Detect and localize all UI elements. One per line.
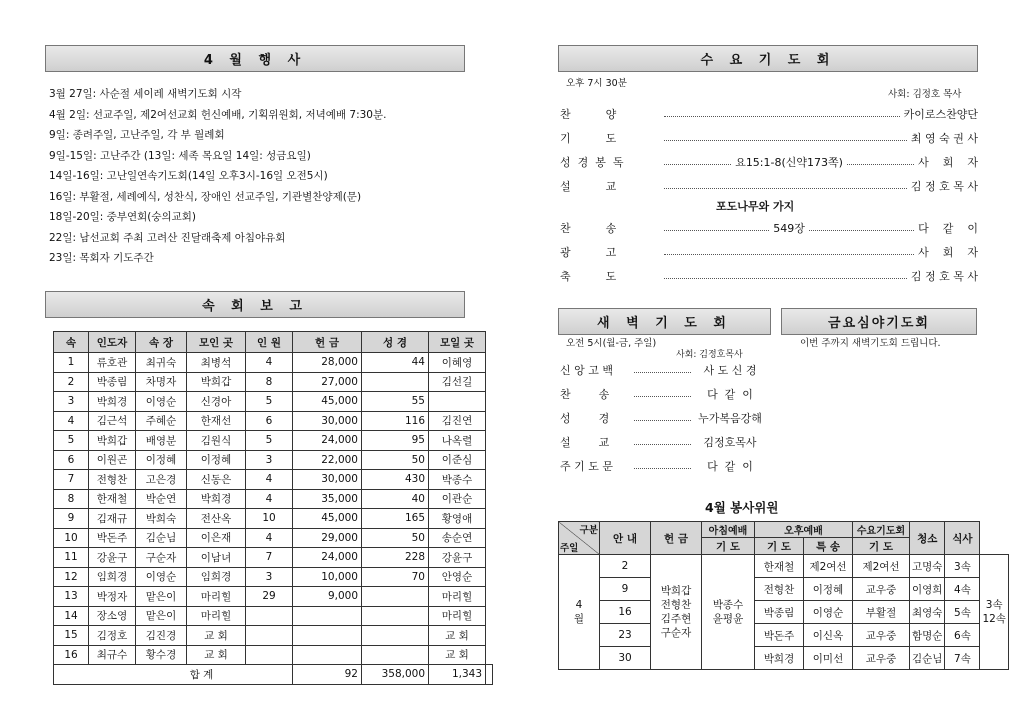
report-cell [362,587,429,607]
report-cell: 박종수 [429,470,486,490]
table-row [54,509,493,529]
report-cell: 김근석 [89,411,136,431]
order-label: 기 도 [560,132,617,145]
table-row [54,431,493,451]
th-guide: 안 내 [600,522,651,555]
report-cell: 44 [362,353,429,373]
report-cell: 맡은이 [136,606,187,626]
table-row [54,489,493,509]
report-cell: 10 [246,509,293,529]
cell-report-table [53,331,493,685]
table-row [54,587,493,607]
service-table [558,521,1009,670]
pm-prayer-cell: 이영순 [804,601,853,624]
report-cell: 마리힐 [187,587,246,607]
th-wednesday: 수요기도회 [853,522,910,538]
report-cell: 이은재 [187,528,246,548]
total-people: 92 [293,665,362,685]
report-cell: 박종림 [89,372,136,392]
report-cell: 13 [54,587,89,607]
total-offering: 358,000 [362,665,429,685]
report-cell: 차명자 [136,372,187,392]
report-cell: 55 [362,392,429,412]
report-cell: 4 [246,470,293,490]
table-row [559,647,1009,670]
pm-prayer-cell: 이미선 [804,647,853,670]
report-cell [362,372,429,392]
morning-prayer-cell: 박희경 [755,647,804,670]
report-cell: 30,000 [293,411,362,431]
pm-prayer-cell: 이신옥 [804,624,853,647]
pm-song-cell: 부활절 [853,601,910,624]
dawn-row [560,359,765,381]
table-row [559,601,1009,624]
dawn-row [560,431,765,453]
order-row [560,103,978,125]
day-cell: 9 [600,578,651,601]
wed-sermon-title: 포도나무와 가지 [716,200,795,213]
day-cell: 23 [600,624,651,647]
event-item: 9일: 종려주일, 고난주일, 각 부 월례회 [49,129,225,141]
wed-prayer-cell: 함명순 [910,624,945,647]
meal-cell: 3속 12속 [980,555,1009,670]
report-cell: 35,000 [293,489,362,509]
table-row [54,470,493,490]
report-cell: 10,000 [293,567,362,587]
report-header: 속 회 보 고 [45,291,465,318]
report-cell: 송순연 [429,528,486,548]
total-label: 합 계 [54,665,293,685]
clean-cell: 3속 [945,555,980,578]
th-morning: 아침예배 [702,522,755,538]
report-col-header: 속 장 [136,332,187,353]
th-pm-song: 특 송 [804,538,853,555]
wed-header: 수 요 기 도 회 [558,45,978,72]
friday-note: 이번 주까지 새벽기도회 드립니다. [800,338,941,349]
morning-prayer-cell: 전형찬 [755,578,804,601]
order-label: 축 도 [560,270,617,283]
report-cell: 4 [54,411,89,431]
report-cell: 이정혜 [136,450,187,470]
order-label: 성 경 봉 독 [560,156,624,169]
order-label: 광 고 [560,246,617,259]
report-cell: 배영분 [136,431,187,451]
report-cell: 박정자 [89,587,136,607]
events-list [49,84,469,269]
report-cell: 박희갑 [89,431,136,451]
pm-prayer-cell: 제2여선 [804,555,853,578]
report-cell: 전형찬 [89,470,136,490]
report-cell: 5 [246,392,293,412]
report-cell: 이원곤 [89,450,136,470]
dawn-row [560,455,765,477]
total-bible: 1,343 [429,665,486,685]
report-cell: 40 [362,489,429,509]
guide-cell: 박희갑 전형찬 김주현 구순자 [651,555,702,670]
table-row [54,411,493,431]
report-cell: 교 회 [187,645,246,665]
report-cell: 박희숙 [136,509,187,529]
event-item: 9일-15일: 고난주간 (13일: 세족 목요일 14일: 성금요일) [49,149,311,162]
report-cell: 강윤구 [429,548,486,568]
report-cell [246,606,293,626]
table-row [54,606,493,626]
dawn-label: 성 경 [560,412,610,425]
report-cell: 1 [54,353,89,373]
report-cell [293,626,362,646]
day-cell: 30 [600,647,651,670]
wed-host: 사회: 김정호 목사 [888,89,962,100]
report-cell: 24,000 [293,548,362,568]
order-row [560,151,978,173]
th-offering: 헌 금 [651,522,702,555]
order-value: 카이로스찬양단 [903,108,978,121]
event-item: 23일: 목회자 기도주간 [49,252,154,264]
report-cell: 116 [362,411,429,431]
event-item: 18일-20일: 중부연회(숭의교회) [49,211,197,223]
report-cell: 4 [246,528,293,548]
morning-prayer-cell: 박돈주 [755,624,804,647]
report-cell [293,606,362,626]
offering-cell: 박종수 윤평윤 [702,555,755,670]
clean-cell: 4속 [945,578,980,601]
event-item: 22일: 남선교회 주최 고려산 진달래축제 아침야유회 [49,231,286,244]
table-row [559,555,1009,578]
events-header: 4 월 행 사 [45,45,465,72]
report-cell: 5 [54,431,89,451]
th-morning-prayer: 기 도 [702,538,755,555]
report-col-header: 모인 곳 [187,332,246,353]
morning-prayer-cell: 한재철 [755,555,804,578]
report-cell [362,606,429,626]
report-cell: 9 [54,509,89,529]
report-cell [362,645,429,665]
report-cell: 최귀숙 [136,353,187,373]
report-cell: 22,000 [293,450,362,470]
service-title: 4월 봉사위원 [705,500,779,515]
table-row [54,645,493,665]
order-row [560,241,978,263]
report-cell: 이관순 [429,489,486,509]
report-cell [429,392,486,412]
report-cell: 전산옥 [187,509,246,529]
event-item: 14일-16일: 고난일연속기도회(14일 오후3시-16일 오전5시) [49,170,328,182]
report-cell: 2 [54,372,89,392]
order-detail: 549장 [773,222,805,235]
report-cell [246,645,293,665]
report-cell: 교 회 [429,626,486,646]
table-row [54,548,493,568]
table-row [54,567,493,587]
pm-song-cell: 제2여선 [853,555,910,578]
report-col-header: 성 경 [362,332,429,353]
order-label: 찬 송 [560,222,617,235]
order-value: 사 회 자 [918,246,978,259]
report-cell: 15 [54,626,89,646]
report-cell: 8 [54,489,89,509]
report-cell: 한재철 [89,489,136,509]
report-cell: 12 [54,567,89,587]
report-cell: 29,000 [293,528,362,548]
report-cell: 박희갑 [187,372,246,392]
report-cell: 7 [54,470,89,490]
day-cell: 2 [600,555,651,578]
dawn-value: 사 도 신 경 [703,364,757,377]
wed-prayer-cell: 김순님 [910,647,945,670]
th-afternoon: 오후예배 [755,522,853,538]
day-cell: 16 [600,601,651,624]
report-cell: 신동은 [187,470,246,490]
wed-prayer-cell: 이영희 [910,578,945,601]
report-cell: 류호관 [89,353,136,373]
table-row [54,353,493,373]
report-cell: 마리힐 [429,587,486,607]
report-cell: 김원식 [187,431,246,451]
report-cell: 3 [54,392,89,412]
clean-cell: 6속 [945,624,980,647]
th-wed-prayer: 기 도 [853,538,910,555]
report-cell: 박희경 [187,489,246,509]
report-cell: 구순자 [136,548,187,568]
dawn-label: 찬 송 [560,388,610,401]
report-cell: 3 [246,450,293,470]
report-cell: 박희경 [89,392,136,412]
report-cell: 14 [54,606,89,626]
dawn-value: 다 같 이 [707,388,753,401]
corner-bottom: 주일 [560,543,579,554]
report-cell: 165 [362,509,429,529]
friday-header: 금요심야기도회 [781,308,977,335]
report-col-header: 인도자 [89,332,136,353]
dawn-value: 누가복음강해 [698,412,762,425]
table-row [54,392,493,412]
report-cell: 최병석 [187,353,246,373]
wed-prayer-cell: 고명숙 [910,555,945,578]
report-cell: 김재규 [89,509,136,529]
report-cell: 27,000 [293,372,362,392]
report-cell: 교 회 [187,626,246,646]
event-item: 3월 27일: 사순절 세이레 새벽기도회 시작 [49,88,242,100]
th-clean: 청소 [910,522,945,555]
report-cell: 마리힐 [187,606,246,626]
pm-prayer-cell: 이정혜 [804,578,853,601]
report-cell: 5 [246,431,293,451]
table-row [54,372,493,392]
dawn-value: 다 같 이 [707,460,753,473]
report-cell: 228 [362,548,429,568]
month-cell: 4 월 [559,555,600,670]
order-row [560,127,978,149]
report-cell: 박돈주 [89,528,136,548]
report-cell: 박순연 [136,489,187,509]
order-value: 다 같 이 [918,222,979,235]
report-cell: 6 [246,411,293,431]
clean-cell: 7속 [945,647,980,670]
report-col-header: 헌 금 [293,332,362,353]
report-cell: 주혜순 [136,411,187,431]
report-cell: 이영순 [136,567,187,587]
order-value: 최 영 숙 권 사 [910,132,978,145]
report-cell: 45,000 [293,392,362,412]
report-cell [246,626,293,646]
order-label: 찬 양 [560,108,617,121]
event-item: 4월 2일: 선교주일, 제2여선교회 헌신예배, 기획위원회, 저녁예배 7:30분. [49,108,387,121]
table-row [559,624,1009,647]
report-cell [362,626,429,646]
report-cell: 이혜영 [429,353,486,373]
report-cell: 맡은이 [136,587,187,607]
report-cell: 70 [362,567,429,587]
dawn-host: 사회: 김정호목사 [676,350,743,360]
report-cell: 16 [54,645,89,665]
report-cell: 이영순 [136,392,187,412]
report-cell: 9,000 [293,587,362,607]
order-value: 김 정 호 목 사 [910,270,978,283]
report-cell: 고은경 [136,470,187,490]
report-cell: 김선길 [429,372,486,392]
table-row [54,528,493,548]
report-cell: 이준심 [429,450,486,470]
report-cell: 김진경 [136,626,187,646]
report-cell: 임희경 [89,567,136,587]
report-cell: 황수경 [136,645,187,665]
order-value: 사 회 자 [918,156,978,169]
report-cell: 이남녀 [187,548,246,568]
report-cell: 최규수 [89,645,136,665]
dawn-label: 신 앙 고 백 [560,364,613,377]
dawn-row [560,407,765,429]
report-cell: 김순님 [136,528,187,548]
report-col-header: 속 [54,332,89,353]
pm-song-cell: 교우중 [853,647,910,670]
event-item: 16일: 부활절, 세례예식, 성찬식, 장애인 선교주일, 기관별찬양제(문) [49,190,362,203]
report-cell: 50 [362,528,429,548]
report-cell: 95 [362,431,429,451]
order-label: 설 교 [560,180,617,193]
dawn-label: 설 교 [560,436,610,449]
report-cell: 10 [54,528,89,548]
table-row [54,450,493,470]
report-cell: 마리힐 [429,606,486,626]
report-cell: 한재선 [187,411,246,431]
report-col-header: 모일 곳 [429,332,486,353]
report-cell: 장소영 [89,606,136,626]
report-cell: 24,000 [293,431,362,451]
pm-song-cell: 교우중 [853,624,910,647]
report-cell: 430 [362,470,429,490]
order-value: 김 정 호 목 사 [910,180,978,193]
report-cell: 교 회 [429,645,486,665]
order-row [560,217,978,239]
pm-song-cell: 교우중 [853,578,910,601]
report-cell [293,645,362,665]
report-cell: 30,000 [293,470,362,490]
table-row [559,578,1009,601]
report-cell: 강윤구 [89,548,136,568]
report-cell: 김진연 [429,411,486,431]
dawn-value: 김정호목사 [703,436,757,449]
report-cell: 김정호 [89,626,136,646]
report-cell: 안영순 [429,567,486,587]
report-cell: 11 [54,548,89,568]
wed-time: 오후 7시 30분 [566,78,627,89]
report-cell: 이정혜 [187,450,246,470]
report-cell: 4 [246,353,293,373]
report-cell: 신경아 [187,392,246,412]
order-row [560,265,978,287]
report-cell: 황영애 [429,509,486,529]
th-pm-prayer: 기 도 [755,538,804,555]
report-cell: 8 [246,372,293,392]
report-cell: 3 [246,567,293,587]
report-cell: 임희경 [187,567,246,587]
report-cell: 나옥렬 [429,431,486,451]
report-cell: 45,000 [293,509,362,529]
clean-cell: 5속 [945,601,980,624]
table-row [54,626,493,646]
dawn-row [560,383,765,405]
report-cell: 29 [246,587,293,607]
morning-prayer-cell: 박종림 [755,601,804,624]
report-cell: 28,000 [293,353,362,373]
order-detail: 요15:1-8(신약173쪽) [735,156,843,169]
dawn-header: 새 벽 기 도 회 [558,308,771,335]
report-col-header: 인 원 [246,332,293,353]
dawn-time: 오전 5시(월-금, 주일) [566,338,657,349]
report-cell: 50 [362,450,429,470]
th-meal: 식사 [945,522,980,555]
dawn-label: 주 기 도 문 [560,460,613,473]
order-row [560,175,978,197]
wed-prayer-cell: 최영숙 [910,601,945,624]
report-cell: 7 [246,548,293,568]
report-cell: 4 [246,489,293,509]
corner-top: 구분 [579,525,598,536]
report-cell: 6 [54,450,89,470]
